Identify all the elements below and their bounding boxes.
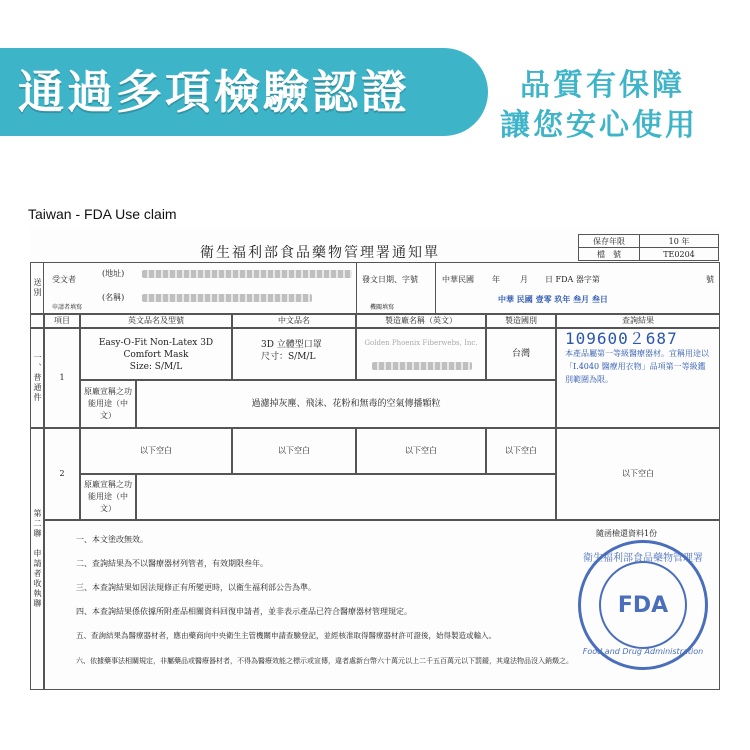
header-blank bbox=[30, 314, 44, 328]
fda-seal-inner bbox=[599, 561, 687, 649]
form-title: 衛生福利部食品藥物管理署通知單 bbox=[200, 245, 440, 261]
purpose-text: 過濾掉灰塵、飛沫、花粉和無毒的空氣傳播顆粒 bbox=[136, 380, 556, 428]
banner-title: 通過多項檢驗認證 bbox=[18, 65, 410, 119]
header-maker: 製造廠名稱（英文） bbox=[356, 314, 486, 328]
result-text: 本產品屬第一等級醫療器材。宜稱用途以「I.4040 醫療用衣物」品項第一等級鑑別範圍為限。 bbox=[565, 349, 709, 384]
applicant-fill-label: 申請者填寫 bbox=[52, 304, 83, 311]
fda-seal bbox=[578, 540, 708, 670]
stamped-date: 中華 民國 壹零 玖年 叁月 叁日 bbox=[498, 294, 608, 304]
blank-result: 以下空白 bbox=[556, 428, 720, 520]
purpose-label-2: 原廠宣稱之功能用途（中文） bbox=[80, 474, 136, 520]
section1-index: 1 bbox=[44, 328, 80, 428]
send-date-cell bbox=[356, 262, 436, 314]
blank-cn: 以下空白 bbox=[232, 428, 356, 474]
header-result: 查詢結果 bbox=[556, 314, 720, 328]
redacted-address bbox=[142, 270, 352, 278]
address-label: (地址) bbox=[102, 269, 125, 278]
header-en-name: 英文品名及型號 bbox=[80, 314, 232, 328]
name-label: (名稱) bbox=[102, 293, 125, 302]
redacted-maker-cn bbox=[372, 362, 472, 370]
purpose-text-2 bbox=[136, 474, 556, 520]
en-product-name: Easy-O-Fit Non-Latex 3D Comfort Mask bbox=[98, 338, 214, 360]
note-3: 三、本查詢結果如因法規修正有所變更時，以衛生福利部公告為準。 bbox=[76, 583, 316, 592]
note-4: 四、本查詢結果係依據所附產品相關資料回復申請者，並非表示產品已符合醫療器材管理規定。 bbox=[76, 607, 412, 616]
maker-name: Golden Phoenix Fiberwebs, Inc. bbox=[364, 339, 478, 347]
roc-label: 中華民國 bbox=[442, 275, 474, 284]
note-1: 一、本文塗改無效。 bbox=[76, 535, 148, 544]
en-product-cell bbox=[80, 328, 232, 380]
fda-seal-top: 衛生福利部食品藥物管理署 bbox=[583, 553, 703, 564]
note-6: 六、依據藥事法相關規定，非屬藥品或醫療器材者，不得為醫療效能之標示或宣傳，違者處新台幣六十萬元以上二千五百萬元以下罰鍰，其違法物品沒入銷燬之。 bbox=[76, 657, 573, 665]
retention-value: 10 年 bbox=[639, 234, 719, 248]
blank-country: 以下空白 bbox=[486, 428, 556, 474]
day-fda-label: 日 FDA 器字第 bbox=[545, 275, 600, 284]
recipient-label: 受文者 bbox=[52, 275, 76, 284]
cn-product-size: 尺寸：S/M/L bbox=[261, 352, 316, 362]
cn-product-name: 3D 立體型口罩 bbox=[261, 340, 322, 350]
section1-label: 一、普通件 bbox=[30, 328, 44, 428]
cn-product-cell bbox=[232, 328, 356, 380]
header-banner bbox=[0, 48, 488, 136]
section2-label: 第二聯 申請者收執聯 bbox=[30, 428, 44, 690]
claim-label: Taiwan - FDA Use claim bbox=[28, 206, 177, 222]
side-label-send: 送 別 bbox=[30, 262, 44, 314]
slogan-line-1: 品質有保障 bbox=[520, 68, 685, 103]
en-product-size: Size: S/M/L bbox=[129, 362, 183, 372]
purpose-label: 原廠宣稱之功能用途（中文） bbox=[80, 380, 136, 428]
blank-maker: 以下空白 bbox=[356, 428, 486, 474]
number-label: 號 bbox=[706, 275, 714, 284]
note-5: 五、查詢結果為醫療器材者，應由藥商向中央衛生主管機關申請查驗登記，並經核准取得醫療器材許可證後，始得製造或輸入。 bbox=[76, 631, 496, 640]
file-number-label: 檔 號 bbox=[578, 247, 640, 261]
fda-seal-center: FDA bbox=[617, 593, 669, 618]
blank-en: 以下空白 bbox=[80, 428, 232, 474]
section2-index: 2 bbox=[44, 428, 80, 520]
retention-label: 保存年限 bbox=[578, 234, 640, 248]
slogan-line-2: 讓您安心使用 bbox=[500, 108, 698, 143]
result-code: 109600２687 bbox=[565, 329, 678, 348]
agency-fill-label: 機關填寫 bbox=[370, 304, 395, 311]
send-date-label: 發文日期、字號 bbox=[362, 275, 418, 284]
maker-cell bbox=[356, 328, 486, 380]
year-label: 年 bbox=[492, 275, 500, 284]
redacted-name bbox=[142, 294, 312, 302]
month-label: 月 bbox=[520, 275, 528, 284]
result-cell bbox=[556, 328, 720, 428]
note-2: 二、查詢結果為不以醫療器材列管者，有效期限叁年。 bbox=[76, 559, 268, 568]
country-cell: 台灣 bbox=[486, 328, 556, 380]
file-number-value: TE0204 bbox=[639, 247, 719, 261]
header-item: 項目 bbox=[44, 314, 80, 328]
fda-seal-bottom: Food and Drug Administration bbox=[582, 647, 704, 656]
fda-notice-form bbox=[30, 228, 720, 690]
header-country: 製造國別 bbox=[486, 314, 556, 328]
header-cn-name: 中文品名 bbox=[232, 314, 356, 328]
attachment-note: 隨函檢還資料1份 bbox=[596, 529, 658, 538]
